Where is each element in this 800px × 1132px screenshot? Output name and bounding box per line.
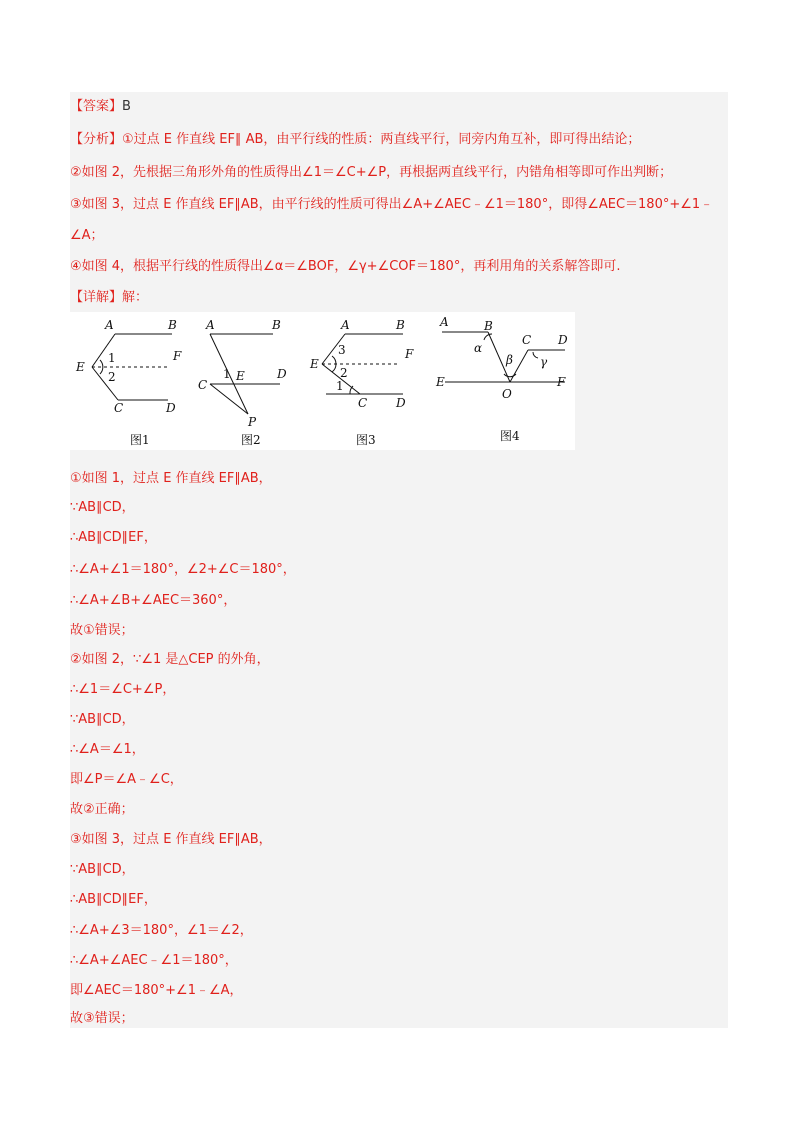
detail-value: 解： <box>122 290 149 305</box>
fig4-gamma-arc <box>533 352 538 358</box>
fig4-label-f: F <box>557 375 566 389</box>
fig1-label-e: E <box>76 360 85 374</box>
fig2-label-e: E <box>236 369 245 383</box>
fig1-label-1: 1 <box>108 351 116 365</box>
fig3-label-e: E <box>310 357 319 371</box>
fig4-label-beta: β <box>506 353 513 367</box>
fig3-label-1: 1 <box>336 379 344 393</box>
fig3-label-b: B <box>396 318 405 332</box>
fig1-label-f: F <box>173 349 182 363</box>
fig2-label-b: B <box>272 318 281 332</box>
fig4-label-d: D <box>558 333 568 347</box>
fig1-label-d: D <box>166 401 176 415</box>
caption-fig3: 图3 <box>356 433 376 447</box>
content-panel <box>70 92 728 1028</box>
answer-value: B <box>122 99 131 114</box>
fig1-label-b: B <box>168 318 177 332</box>
fig3-label-3: 3 <box>338 343 346 357</box>
step-line: ∵AB∥CD， <box>70 862 135 877</box>
answer-line <box>70 98 131 116</box>
fig4-label-gamma: γ <box>540 355 548 369</box>
fig1-label-2: 2 <box>108 370 116 384</box>
fig2-label-c: C <box>198 378 208 392</box>
fig2-label-1: 1 <box>223 367 231 381</box>
analysis-line-2: ②如图 2，先根据三角形外角的性质得出∠1＝∠C+∠P，再根据两直线平行，内错角相等即可作出判断； <box>70 165 673 180</box>
step-line: ③如图 3，过点 E 作直线 EF∥AB， <box>70 832 272 847</box>
analysis-line-5: ④如图 4，根据平行线的性质得出∠α＝∠BOF，∠γ+∠COF＝180°，再利用角的关系解答即可. <box>70 259 621 274</box>
fig2-label-a: A <box>206 318 215 332</box>
caption-fig1: 图1 <box>130 433 150 447</box>
geometry-figure <box>70 312 575 450</box>
analysis-line-4: ∠A； <box>70 228 104 243</box>
step-line: ∵AB∥CD， <box>70 500 135 515</box>
step-line: 故①错误； <box>70 623 134 638</box>
figure-svg <box>70 312 575 450</box>
fig3-label-d: D <box>396 396 406 410</box>
fig4-label-e: E <box>436 375 445 389</box>
step-line: ∴∠A+∠B+∠AEC＝360°， <box>70 593 237 608</box>
analysis-line-1 <box>70 131 640 149</box>
analysis-label: 【分析】 <box>70 132 123 147</box>
caption-fig2: 图2 <box>241 433 261 447</box>
fig2-label-p: P <box>248 415 257 429</box>
analysis-line-3: ③如图 3，过点 E 作直线 EF∥AB，由平行线的性质可得出∠A+∠AEC﹣∠1＝180°，即得∠AEC＝180°+∠1﹣ <box>70 197 714 212</box>
step-line: ∴AB∥CD∥EF， <box>70 530 157 545</box>
step-line: ∴AB∥CD∥EF， <box>70 892 157 907</box>
step-line: 即∠P＝∠A﹣∠C， <box>70 772 183 787</box>
answer-label: 【答案】 <box>70 99 123 114</box>
step-line: ∵AB∥CD， <box>70 712 135 727</box>
detail-line <box>70 289 148 307</box>
fig3-angle-arc-1 <box>350 386 353 394</box>
fig1-label-a: A <box>105 318 114 332</box>
step-line: ∴∠A＝∠1， <box>70 742 145 757</box>
step-line: 故②正确； <box>70 802 134 817</box>
caption-fig4: 图4 <box>500 429 520 443</box>
fig1-label-c: C <box>114 401 124 415</box>
step-line: ①如图 1，过点 E 作直线 EF∥AB， <box>70 471 272 486</box>
step-line: ∴∠A+∠1＝180°，∠2+∠C＝180°， <box>70 562 296 577</box>
fig4-label-a: A <box>440 315 449 329</box>
step-line: ∴∠1＝∠C+∠P， <box>70 682 176 697</box>
fig2-line-cp <box>210 384 248 414</box>
detail-label: 【详解】 <box>70 290 123 305</box>
fig3-label-c: C <box>358 396 368 410</box>
fig4-label-o: O <box>502 387 512 401</box>
step-line: 即∠AEC＝180°+∠1﹣∠A， <box>70 983 243 998</box>
fig2-label-d: D <box>277 367 287 381</box>
fig4-label-c: C <box>522 333 532 347</box>
step-line: 故③错误； <box>70 1011 134 1026</box>
fig3-label-2: 2 <box>340 366 348 380</box>
fig4-label-b: B <box>484 319 493 333</box>
step-line: ②如图 2，∵∠1 是△CEP 的外角， <box>70 652 270 667</box>
step-line: ∴∠A+∠3＝180°，∠1＝∠2， <box>70 923 253 938</box>
fig3-label-a: A <box>341 318 350 332</box>
fig3-label-f: F <box>405 347 414 361</box>
analysis-text-1: ①过点 E 作直线 EF∥ AB，由平行线的性质：两直线平行，同旁内角互补，即可得出结论； <box>122 132 641 147</box>
fig4-label-alpha: α <box>474 341 483 355</box>
step-line: ∴∠A+∠AEC﹣∠1＝180°， <box>70 953 238 968</box>
